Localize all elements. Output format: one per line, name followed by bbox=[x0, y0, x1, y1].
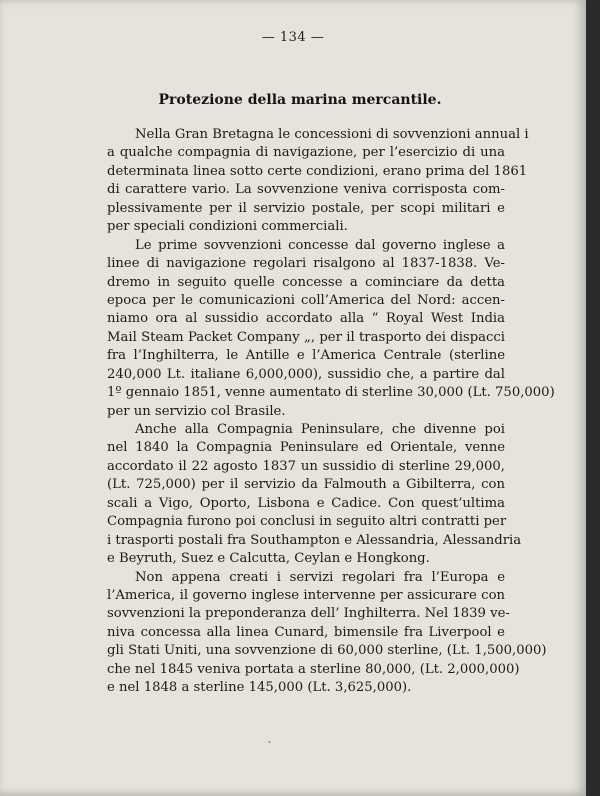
text-line: Compagnia furono poi conclusi in seguito altri contratti per bbox=[107, 514, 507, 530]
text-line: plessivamente per il servizio postale, per scopi militari e bbox=[107, 200, 505, 216]
text-line: determinata linea sotto certe condizioni, erano prima del 1861 bbox=[107, 163, 528, 179]
text-line: a qualche compagnia di navigazione, per l’esercizio di una bbox=[107, 145, 505, 161]
text-line: Mail Steam Packet Company „, per il trasporto dei dispacci bbox=[107, 329, 505, 345]
text-line: gli Stati Uniti, una sovvenzione di 60,000 sterline, (Lt. 1,500,000) bbox=[107, 643, 547, 659]
text-line: sovvenzioni la preponderanza dell’ Inghilterra. Nel 1839 ve- bbox=[107, 606, 510, 622]
paragraph-2 bbox=[107, 237, 555, 421]
text-line: niva concessa alla linea Cunard, bimensile fra Liverpool e bbox=[107, 624, 505, 640]
text-line: nel 1840 la Compagnia Peninsulare ed Orientale, venne bbox=[107, 440, 505, 456]
text-line: di carattere vario. La sovvenzione veniva corrisposta com- bbox=[107, 182, 505, 198]
text-line: scali a Vigo, Oporto, Lisbona e Cadice. Con quest’ultima bbox=[107, 495, 505, 511]
text-line: dremo in seguito quelle concesse a cominciare da detta bbox=[107, 274, 505, 290]
paragraph-1 bbox=[107, 126, 529, 237]
body-text bbox=[107, 126, 555, 698]
text-line: 1º gennaio 1851, venne aumentato di sterline 30,000 (Lt. 750,000) bbox=[107, 385, 555, 401]
page-number: — 134 — bbox=[261, 30, 325, 45]
text-line: per speciali condizioni commerciali. bbox=[107, 219, 348, 235]
text-line: accordato il 22 agosto 1837 un sussidio di sterline 29,000, bbox=[107, 458, 505, 474]
paragraph-3 bbox=[107, 421, 522, 569]
paragraph-4 bbox=[107, 569, 547, 698]
text-line: linee di navigazione regolari risalgono al 1837-1838. Ve- bbox=[107, 256, 505, 272]
text-line: Nella Gran Bretagna le concessioni di sovvenzioni annual i bbox=[135, 127, 529, 142]
text-line: (Lt. 725,000) per il servizio da Falmouth a Gibilterra, con bbox=[107, 477, 505, 493]
text-line: e Beyruth, Suez e Calcutta, Ceylan e Hongkong. bbox=[107, 551, 430, 567]
text-line: i trasporti postali fra Southampton e Alessandria, Alessandria bbox=[107, 532, 522, 548]
paper-speck bbox=[268, 741, 271, 743]
text-line: Anche alla Compagnia Peninsulare, che divenne poi bbox=[135, 422, 505, 437]
text-line: e nel 1848 a sterline 145,000 (Lt. 3,625,000). bbox=[107, 680, 412, 696]
text-line: Non appena creati i servizi regolari fra l’Europa e bbox=[135, 569, 505, 585]
text-line: per un servizio col Brasile. bbox=[107, 403, 286, 419]
text-line: 240,000 Lt. italiane 6,000,000), sussidio che, a partire dal bbox=[107, 366, 505, 382]
text-line: Le prime sovvenzioni concesse dal governo inglese a bbox=[135, 237, 505, 253]
text-line: fra l’Inghilterra, le Antille e l’America Centrale (sterline bbox=[107, 348, 505, 364]
text-line: niamo ora al sussidio accordato alla “ Royal West India bbox=[107, 311, 505, 327]
text-line: epoca per le comunicazioni coll’America del Nord: accen- bbox=[107, 292, 505, 308]
text-line: l’America, il governo inglese intervenne per assicurare con bbox=[107, 587, 505, 603]
text-line: che nel 1845 veniva portata a sterline 80,000, (Lt. 2,000,000) bbox=[107, 661, 520, 677]
section-title: Protezione della marina mercantile. bbox=[158, 92, 442, 108]
